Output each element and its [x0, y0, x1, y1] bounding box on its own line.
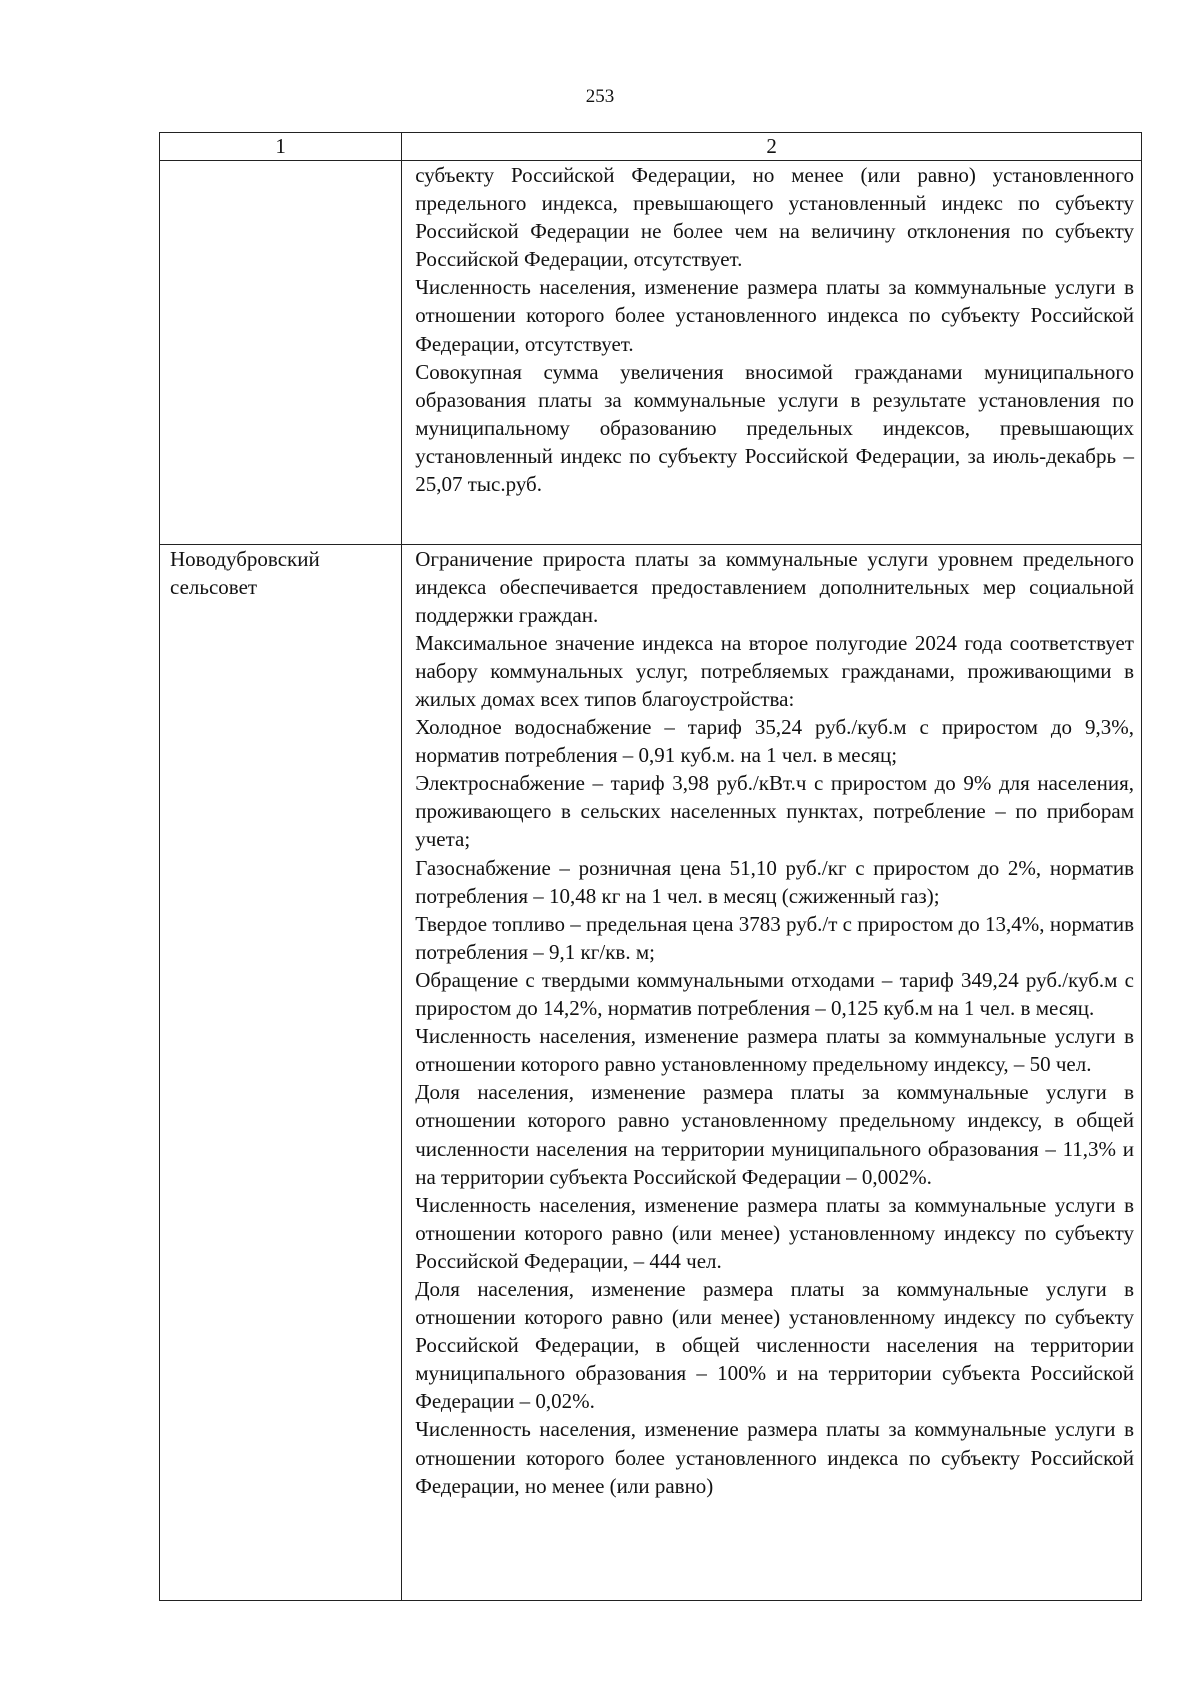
- page-number: 253: [585, 86, 615, 107]
- paragraph: Электроснабжение – тариф 3,98 руб./кВт.ч с приростом до 9% для населения, проживающего в сельских населенных пунктах, потребление – по приборам учета;: [415, 771, 1134, 852]
- paragraph: Доля населения, изменение размера платы за коммунальные услуги в отношении которого равно установленному предельному индексу, в общей численности населения на территории муниципального образования – 11,3% и на территории субъекта Российской Федерации – 0,002%.: [415, 1080, 1134, 1189]
- column-header-2: 2: [402, 133, 1142, 161]
- paragraph: Численность населения, изменение размера платы за коммунальные услуги в отношении которого равно установленному предельному индексу, – 50 чел.: [415, 1024, 1134, 1077]
- paragraph: Ограничение прироста платы за коммунальные услуги уровнем предельного индекса обеспечивается предоставлением дополнительных мер социальной поддержки граждан.: [415, 546, 1134, 627]
- table-row: [160, 161, 1142, 545]
- paragraph: Доля населения, изменение размера платы за коммунальные услуги в отношении которого равно (или менее) установленному индексу по субъекту Российской Федерации, в общей численности населения на территории муниципального образования – 100% и на территории субъекта Российской Федерации – 0,02%.: [415, 1276, 1134, 1414]
- paragraph: Максимальное значение индекса на второе полугодие 2024 года соответствует набору коммунальных услуг, потребляемых гражданами, проживающими в жилых домах всех типов благоустройства:: [415, 630, 1134, 711]
- description-cell: [402, 544, 1142, 1600]
- description-cell: [402, 161, 1142, 545]
- table-row: [160, 544, 1142, 1600]
- municipality-cell: [160, 161, 402, 545]
- paragraph: Совокупная сумма увеличения вносимой гражданами муниципального образования платы за коммунальные услуги в результате установления по муниципальному образованию предельных индексов, превышающих установленный индекс по субъекту Российской Федерации, за июль-декабрь – 25,07 тыс.руб.: [415, 359, 1134, 497]
- table-header-row: [160, 133, 1142, 161]
- paragraph: Газоснабжение – розничная цена 51,10 руб./кг с приростом до 2%, норматив потребления – 10,48 кг на 1 чел. в месяц (сжиженный газ);: [415, 855, 1134, 908]
- municipality-cell: Новодубровский сельсовет: [160, 544, 402, 1600]
- paragraph: Холодное водоснабжение – тариф 35,24 руб./куб.м с приростом до 9,3%, норматив потребления – 0,91 куб.м. на 1 чел. в месяц;: [415, 715, 1134, 768]
- paragraph: субъекту Российской Федерации, но менее (или равно) установленного предельного индекса, превышающего установленный индекс по субъекту Российской Федерации не более чем на величину отклонения по субъекту Российской Федерации, отсутствует.: [415, 163, 1134, 272]
- tariff-table: [159, 132, 1142, 1601]
- paragraph: Численность населения, изменение размера платы за коммунальные услуги в отношении которого равно (или менее) установленному индексу по субъекту Российской Федерации, – 444 чел.: [415, 1192, 1134, 1273]
- paragraph: Численность населения, изменение размера платы за коммунальные услуги в отношении которого более установленного индекса по субъекту Российской Федерации, но менее (или равно): [415, 1417, 1134, 1498]
- paragraph: Твердое топливо – предельная цена 3783 руб./т с приростом до 13,4%, норматив потребления – 9,1 кг/кв. м;: [415, 911, 1134, 964]
- column-header-1: 1: [160, 133, 402, 161]
- paragraph: Численность населения, изменение размера платы за коммунальные услуги в отношении которого более установленного индекса по субъекту Российской Федерации, отсутствует.: [415, 275, 1134, 356]
- paragraph: Обращение с твердыми коммунальными отходами – тариф 349,24 руб./куб.м с приростом до 14,2%, норматив потребления – 0,125 куб.м на 1 чел. в месяц.: [415, 967, 1134, 1021]
